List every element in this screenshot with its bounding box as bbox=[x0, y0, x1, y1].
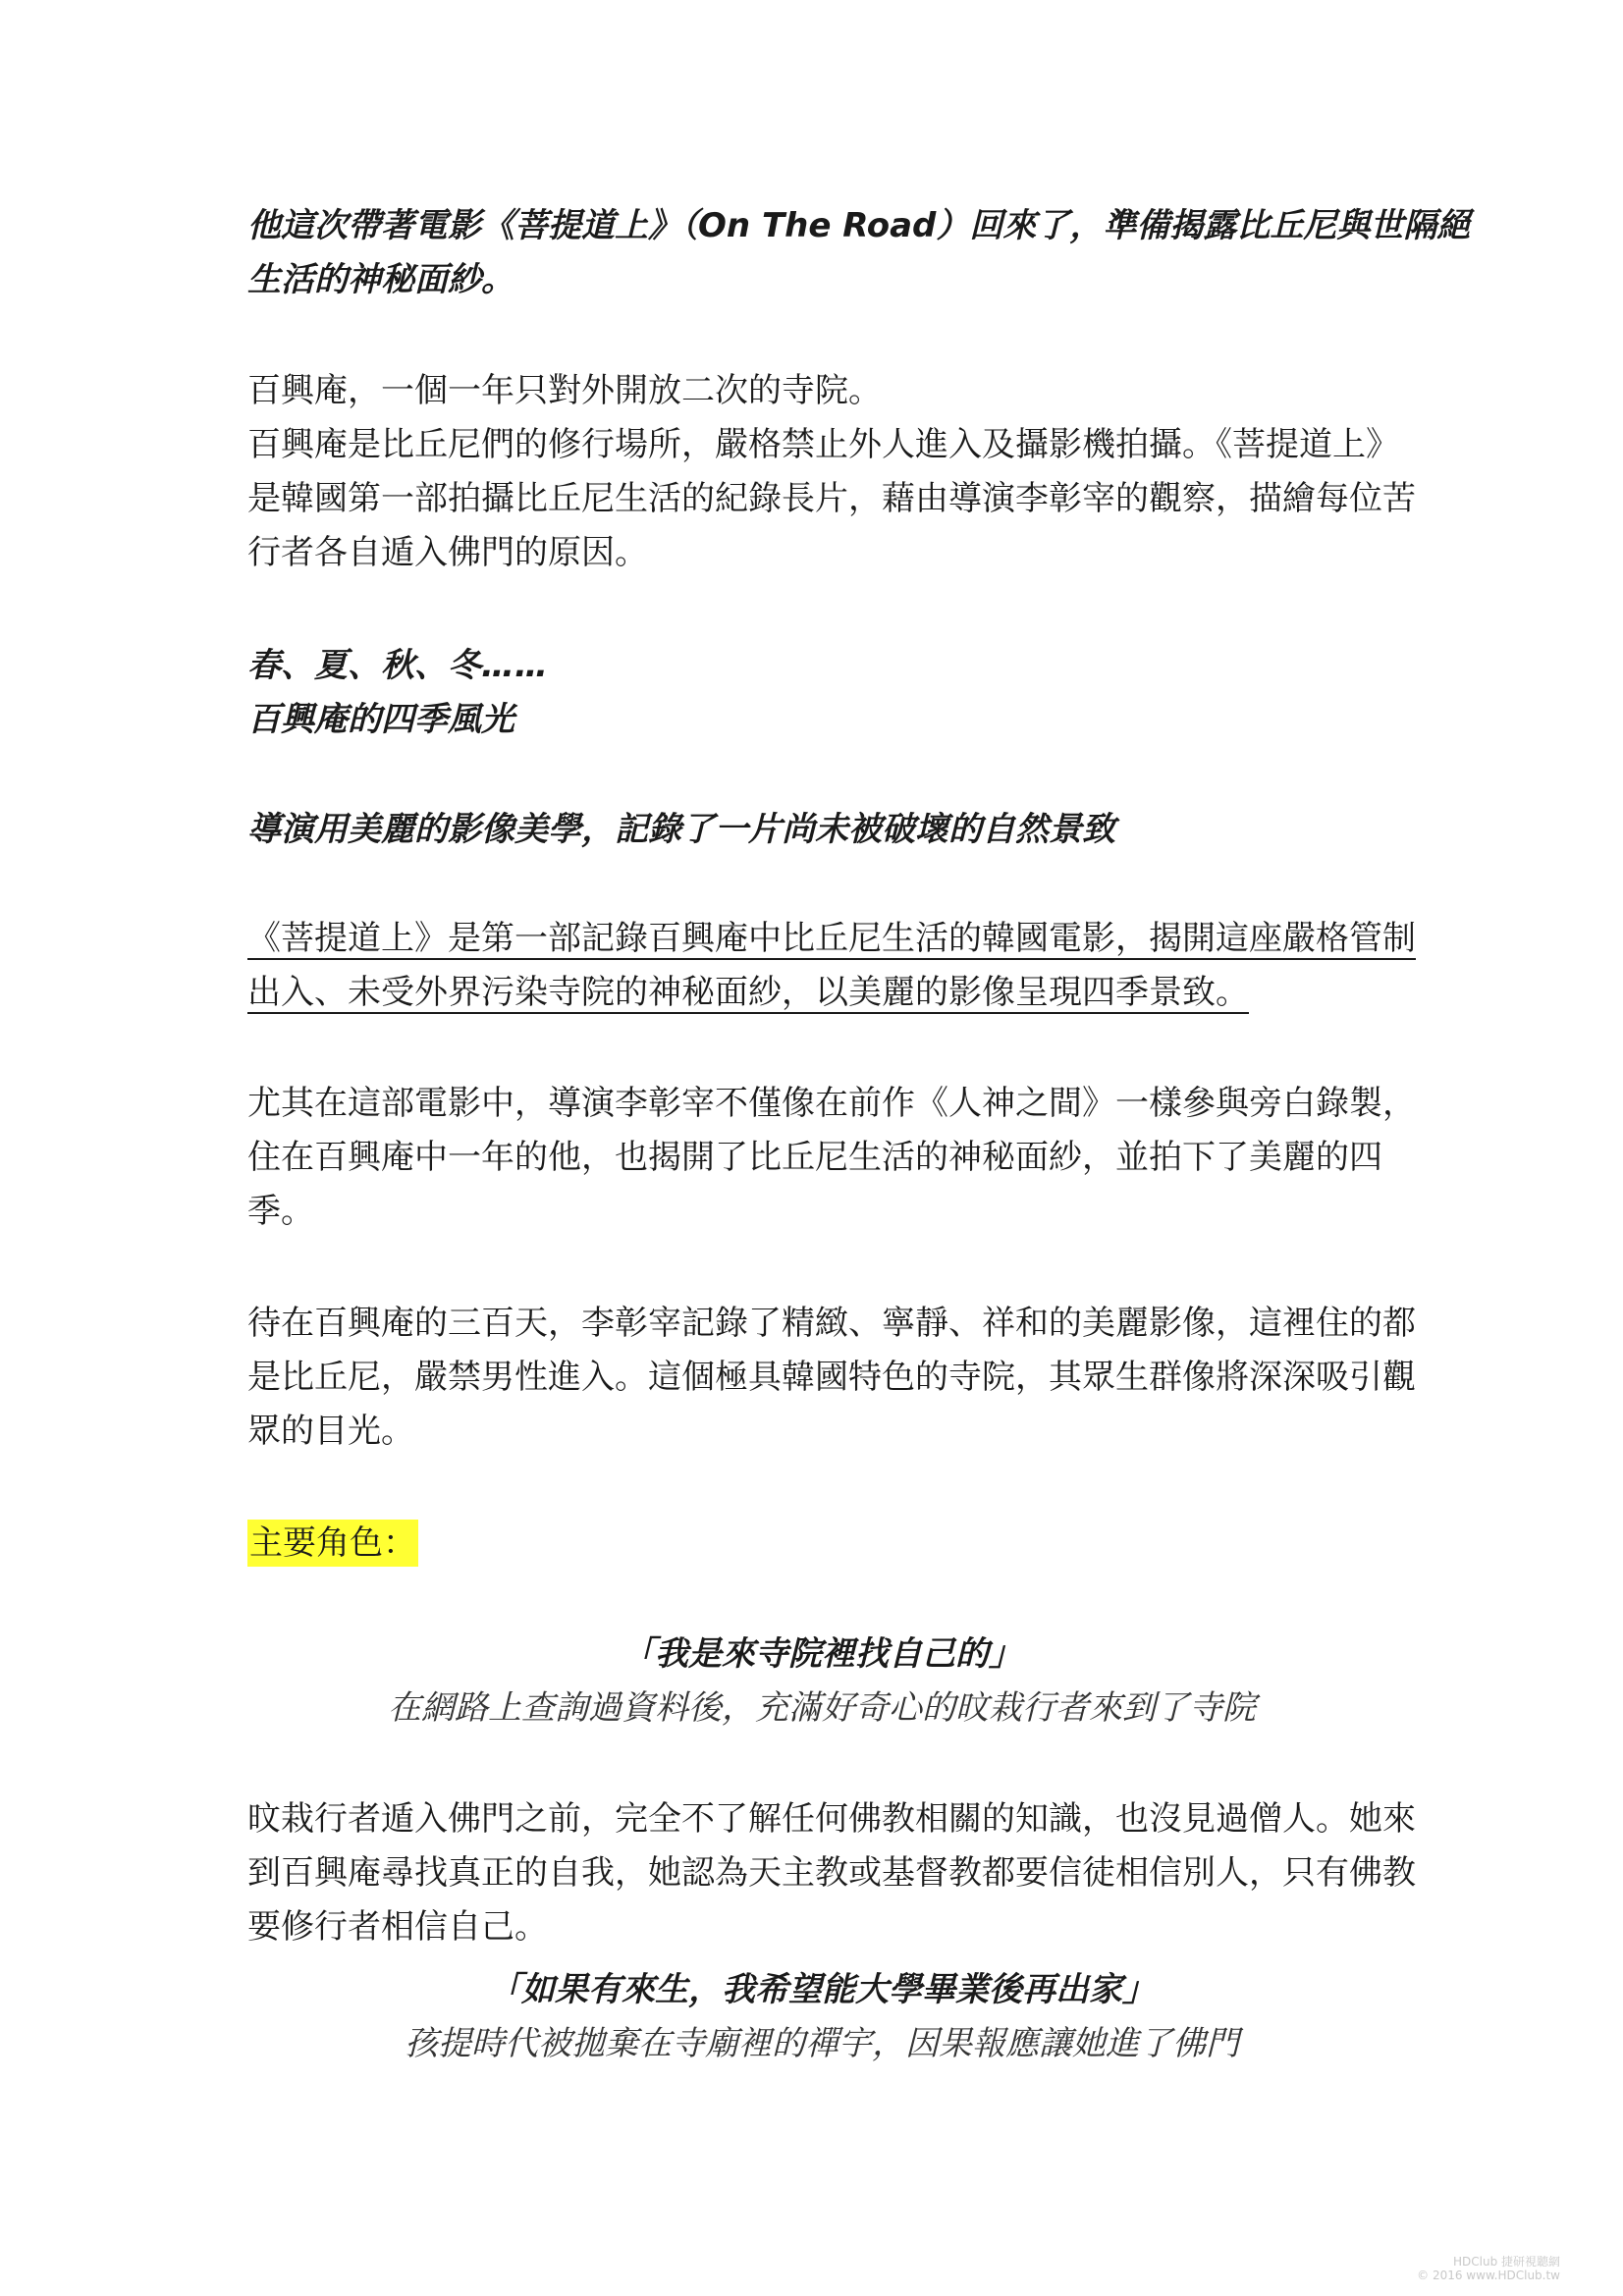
quote-subtitle: 在網路上查詢過資料後，充滿好奇心的旼栽行者來到了寺院 bbox=[388, 1688, 1256, 1728]
heading-line: 百興庵的四季風光 bbox=[247, 700, 514, 739]
temple-intro-paragraph bbox=[247, 364, 1416, 580]
quote-title: 「我是來寺院裡找自己的」 bbox=[622, 1634, 1022, 1674]
paragraph-line: 行者各自遁入佛門的原因。 bbox=[247, 533, 648, 572]
paragraph-line: 待在百興庵的三百天，李彰宰記錄了精緻、寧靜、祥和的美麗影像，這裡住的都 bbox=[247, 1304, 1416, 1343]
three-hundred-days-paragraph bbox=[247, 1297, 1416, 1459]
quote-two bbox=[247, 1963, 1396, 2071]
intro-line: 他這次帶著電影《菩提道上》（On The Road）回來了，準備揭露比丘尼與世隔絕 bbox=[247, 206, 1471, 245]
watermark-line: HDClub 捷研視聽網 bbox=[1452, 2255, 1560, 2269]
main-roles-label bbox=[247, 1517, 1396, 1571]
underlined-text: 出入、未受外界污染寺院的神秘面紗，以美麗的影像呈現四季景致。 bbox=[247, 973, 1249, 1012]
paragraph-line: 到百興庵尋找真正的自我，她認為天主教或基督教都要信徒相信別人，只有佛教 bbox=[247, 1853, 1416, 1893]
paragraph-line: 百興庵是比丘尼們的修行場所，嚴格禁止外人進入及攝影機拍攝。《菩提道上》 bbox=[247, 425, 1399, 464]
watermark-logo bbox=[1383, 2255, 1560, 2282]
underlined-paragraph bbox=[247, 912, 1416, 1020]
underlined-text: 《菩提道上》是第一部記錄百興庵中比丘尼生活的韓國電影，揭開這座嚴格管制 bbox=[247, 919, 1416, 958]
director-paragraph bbox=[247, 1077, 1416, 1239]
quote-one bbox=[247, 1628, 1396, 1735]
quote-title: 「如果有來生，我希望能大學畢業後再出家」 bbox=[488, 1970, 1156, 2009]
paragraph-line: 是比丘尼，嚴禁男性進入。這個極具韓國特色的寺院，其眾生群像將深深吸引觀 bbox=[247, 1358, 1416, 1397]
heading-line: 導演用美麗的影像美學，記錄了一片尚未被破壞的自然景致 bbox=[247, 810, 1115, 849]
heading-line: 春、夏、秋、冬…… bbox=[247, 646, 548, 685]
paragraph-line: 季。 bbox=[247, 1192, 314, 1231]
paragraph-line: 要修行者相信自己。 bbox=[247, 1907, 548, 1947]
paragraph-line: 眾的目光。 bbox=[247, 1412, 414, 1451]
quote-subtitle: 孩提時代被拋棄在寺廟裡的禪宇，因果報應讓她進了佛門 bbox=[405, 2024, 1239, 2063]
intro-paragraph bbox=[247, 199, 1471, 307]
underlined-line bbox=[247, 966, 1396, 1020]
paragraph-line: 是韓國第一部拍攝比丘尼生活的紀錄長片，藉由導演李彰宰的觀察，描繪每位苦 bbox=[247, 479, 1416, 518]
paragraph-line: 旼栽行者遁入佛門之前，完全不了解任何佛教相關的知識，也沒見過僧人。她來 bbox=[247, 1799, 1416, 1839]
watermark-line: © 2016 www.HDClub.tw bbox=[1417, 2269, 1560, 2282]
paragraph-line: 百興庵，一個一年只對外開放二次的寺院。 bbox=[247, 371, 882, 410]
paragraph-line: 住在百興庵中一年的他，也揭開了比丘尼生活的神秘面紗，並拍下了美麗的四 bbox=[247, 1138, 1382, 1177]
highlighted-label: 主要角色： bbox=[247, 1520, 418, 1567]
seasons-heading bbox=[247, 639, 1396, 747]
minjae-paragraph bbox=[247, 1792, 1416, 1954]
intro-line: 生活的神秘面紗。 bbox=[247, 260, 514, 299]
paragraph-line: 尤其在這部電影中，導演李彰宰不僅像在前作《人神之間》一樣參與旁白錄製， bbox=[247, 1084, 1416, 1123]
underlined-line bbox=[247, 912, 1416, 966]
director-heading bbox=[247, 803, 1396, 857]
